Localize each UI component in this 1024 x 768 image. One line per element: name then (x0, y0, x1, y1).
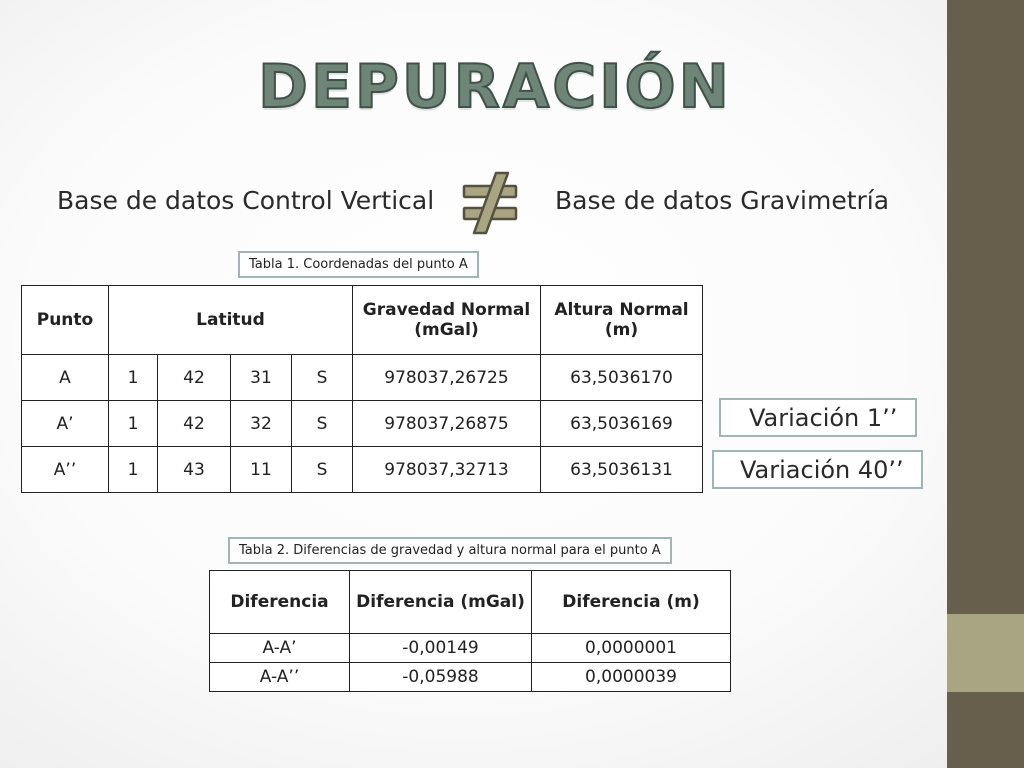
cell-punto: A’ (22, 401, 109, 447)
cell-gravedad: 978037,32713 (353, 447, 541, 493)
cell-diferencia-mgal: -0,00149 (350, 634, 532, 663)
header-diferencia-mgal: Diferencia (mGal) (350, 571, 532, 634)
cell-lat-minutes: 42 (158, 401, 231, 447)
cell-altura: 63,5036131 (541, 447, 703, 493)
header-altura-normal: Altura Normal (m) (541, 286, 703, 355)
cell-diferencia-mgal: -0,05988 (350, 663, 532, 692)
header-diferencia-m: Diferencia (m) (532, 571, 731, 634)
cell-lat-seconds: 32 (231, 401, 292, 447)
cell-lat-minutes: 42 (158, 355, 231, 401)
cell-gravedad: 978037,26875 (353, 401, 541, 447)
cell-altura: 63,5036169 (541, 401, 703, 447)
header-gravedad-normal: Gravedad Normal (mGal) (353, 286, 541, 355)
variation-40-seconds-label: Variación 40’’ (712, 450, 923, 489)
table-row (210, 663, 731, 692)
table-header-row (22, 286, 703, 355)
table-row (22, 447, 703, 493)
coordinates-table (21, 285, 703, 493)
cell-lat-hemisphere: S (292, 447, 353, 493)
cell-lat-hemisphere: S (292, 401, 353, 447)
cell-lat-seconds: 11 (231, 447, 292, 493)
header-punto: Punto (22, 286, 109, 355)
cell-gravedad: 978037,26725 (353, 355, 541, 401)
cell-lat-degrees: 1 (109, 401, 158, 447)
slide-title: DEPURACIÓN (258, 52, 732, 122)
not-equal-icon (458, 170, 522, 236)
cell-punto: A’’ (22, 447, 109, 493)
cell-diferencia: A-A’ (210, 634, 350, 663)
cell-lat-degrees: 1 (109, 355, 158, 401)
database-control-vertical-label: Base de datos Control Vertical (57, 186, 435, 215)
header-latitud: Latitud (109, 286, 353, 355)
header-diferencia: Diferencia (210, 571, 350, 634)
cell-punto: A (22, 355, 109, 401)
cell-altura: 63,5036170 (541, 355, 703, 401)
cell-diferencia-m: 0,0000039 (532, 663, 731, 692)
table-row (22, 355, 703, 401)
cell-lat-hemisphere: S (292, 355, 353, 401)
cell-lat-degrees: 1 (109, 447, 158, 493)
differences-table (209, 570, 731, 692)
table-header-row (210, 571, 731, 634)
side-bar-accent-decoration (947, 614, 1024, 692)
table2-caption: Tabla 2. Diferencias de gravedad y altura normal para el punto A (228, 537, 672, 564)
cell-lat-seconds: 31 (231, 355, 292, 401)
table-row (210, 634, 731, 663)
cell-diferencia-m: 0,0000001 (532, 634, 731, 663)
cell-diferencia: A-A’’ (210, 663, 350, 692)
cell-lat-minutes: 43 (158, 447, 231, 493)
table1-caption: Tabla 1. Coordenadas del punto A (238, 251, 479, 278)
variation-1-second-label: Variación 1’’ (719, 398, 917, 437)
database-gravimetria-label: Base de datos Gravimetría (555, 186, 890, 215)
table-row (22, 401, 703, 447)
